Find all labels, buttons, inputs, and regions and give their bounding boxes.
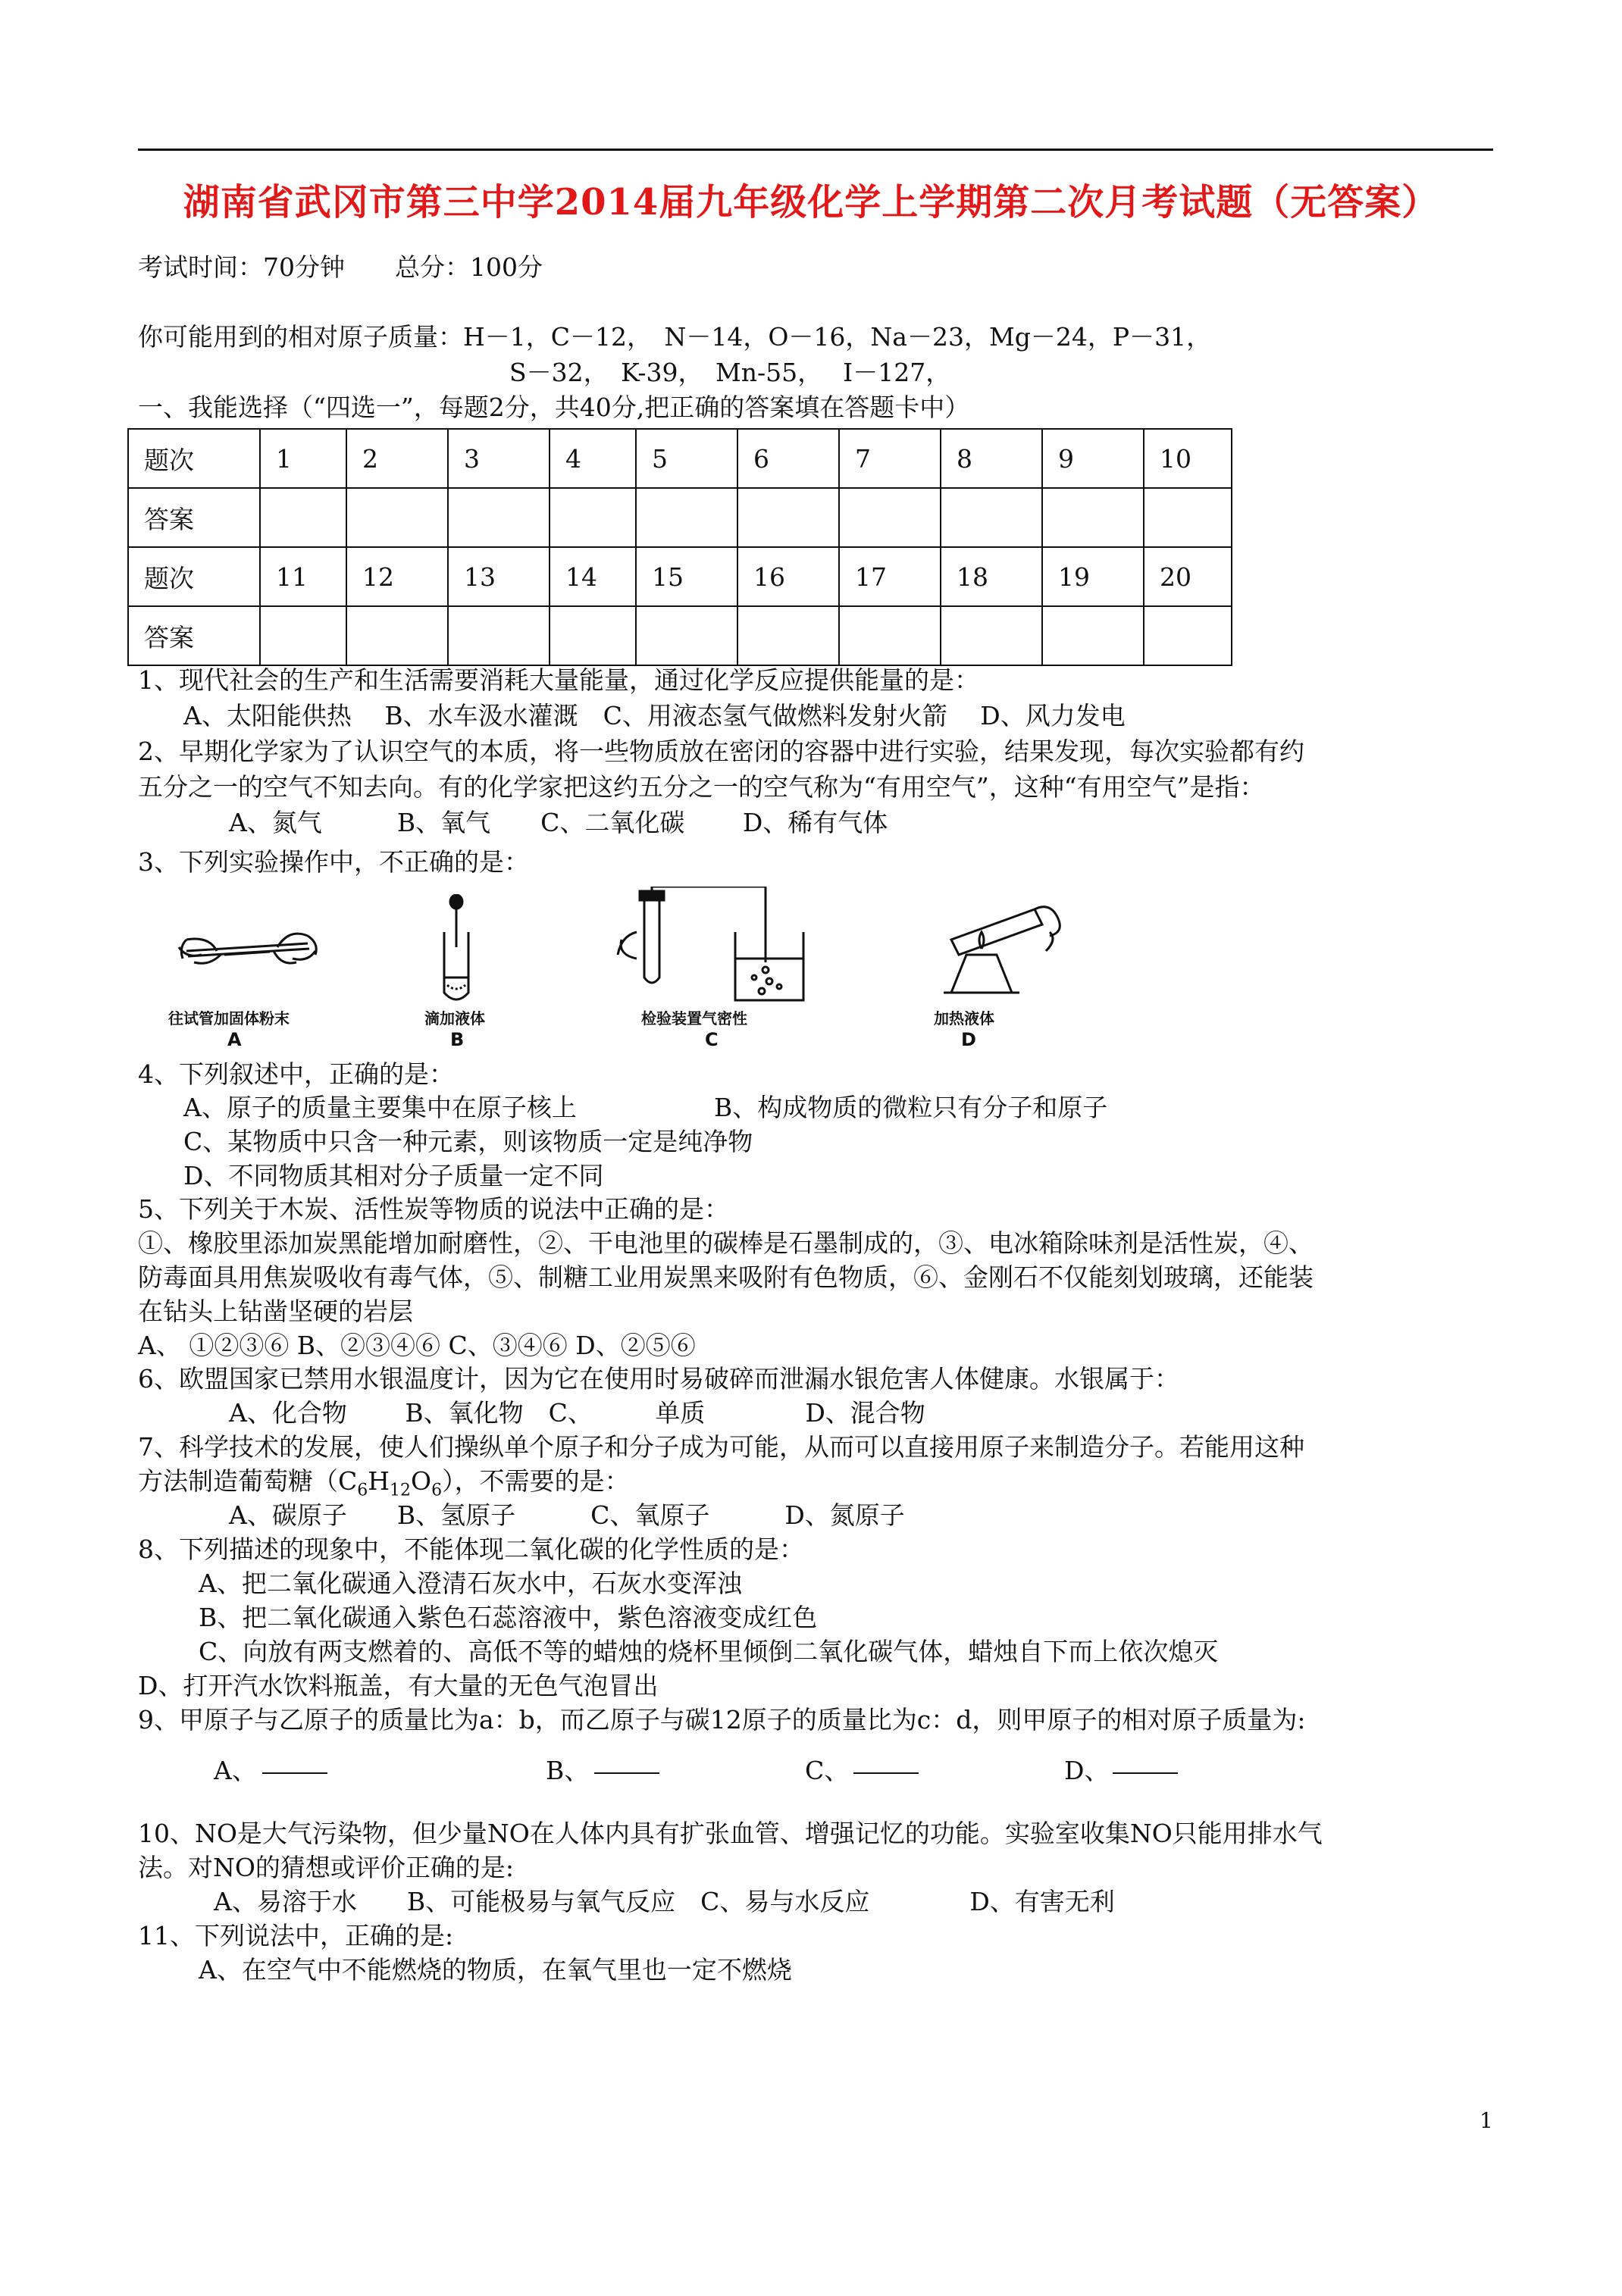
answer-cell[interactable]	[839, 488, 941, 547]
q6-options: A、化合物 B、氧化物 C、 单质 D、混合物	[229, 1398, 925, 1428]
q4-option-c: C、某物质中只含一种元素，则该物质一定是纯净物	[183, 1127, 753, 1156]
table-row	[128, 547, 1232, 606]
table-cell: 3	[448, 429, 550, 488]
table-cell: 11	[260, 547, 346, 606]
answer-cell[interactable]	[636, 488, 737, 547]
q4-option-a: A、原子的质量主要集中在原子核上	[183, 1093, 577, 1122]
table-row	[128, 488, 1232, 547]
table-cell: 13	[448, 547, 550, 606]
figure-d-letter: D	[961, 1029, 976, 1050]
q11-option-a: A、在空气中不能燃烧的物质，在氧气里也一定不燃烧	[199, 1955, 792, 1985]
q10-options: A、易溶于水 B、可能极易与氧气反应 C、易与水反应 D、有害无利	[214, 1887, 1115, 1916]
q4-option-b: B、构成物质的微粒只有分子和原子	[714, 1093, 1108, 1122]
q8-option-b: B、把二氧化碳通入紫色石蕊溶液中，紫色溶液变成红色	[199, 1603, 818, 1632]
row-label: 答案	[128, 488, 260, 547]
q11-stem: 11、下列说法中，正确的是:	[138, 1921, 454, 1950]
answer-cell[interactable]	[1144, 488, 1232, 547]
q6-stem: 6、欧盟国家已禁用水银温度计，因为它在使用时易破碎而泄漏水银危害人体健康。水银属于：	[138, 1364, 1179, 1394]
header-rule	[138, 149, 1493, 151]
exam-info: 考试时间：70分钟 总分：100分	[138, 252, 543, 282]
answer-cell[interactable]	[737, 606, 839, 665]
answer-table	[127, 428, 1232, 666]
section-1-heading: 一、我能选择（“四选一”，每题2分，共40分,把正确的答案填在答题卡中）	[138, 393, 970, 422]
q5-line-3: 在钻头上钻凿坚硬的岩层	[138, 1297, 413, 1326]
q2-stem-2: 五分之一的空气不知去向。有的化学家把这约五分之一的空气称为“有用空气”，这种“有用空气”是指：	[138, 772, 1265, 802]
answer-cell[interactable]	[1144, 606, 1232, 665]
answer-cell[interactable]	[260, 488, 346, 547]
figure-b-dropper-icon	[434, 894, 479, 1008]
q9-option-a: A、	[214, 1756, 257, 1785]
table-cell: 18	[941, 547, 1042, 606]
q8-option-d: D、打开汽水饮料瓶盖，有大量的无色气泡冒出	[138, 1671, 659, 1700]
q9-option-d: D、	[1064, 1756, 1110, 1785]
answer-cell[interactable]	[448, 488, 550, 547]
answer-cell[interactable]	[1042, 488, 1144, 547]
answer-cell[interactable]	[636, 606, 737, 665]
q5-options: A、 ①②③⑥ B、②③④⑥ C、③④⑥ D、②⑤⑥	[138, 1331, 696, 1360]
atomic-mass-line-1: 你可能用到的相对原子质量：H－1，C－12， N－14，O－16，Na－23，Mg－24，P－31，	[138, 322, 1212, 352]
q10-stem-1: 10、NO是大气污染物，但少量NO在人体内具有扩张血管、增强记忆的功能。实验室收集NO只能用排水气	[138, 1819, 1323, 1848]
figure-a-caption: 往试管加固体粉末	[168, 1009, 290, 1028]
q4-option-d: D、不同物质其相对分子质量一定不同	[183, 1161, 604, 1190]
table-cell: 4	[550, 429, 636, 488]
answer-cell[interactable]	[550, 606, 636, 665]
q1-options: A、太阳能供热 B、水车汲水灌溉 C、用液态氢气做燃料发射火箭 D、风力发电	[183, 701, 1126, 730]
table-cell: 12	[346, 547, 448, 606]
q8-stem: 8、下列描述的现象中，不能体现二氧化碳的化学性质的是：	[138, 1534, 804, 1564]
table-cell: 2	[346, 429, 448, 488]
figure-c-airtight-icon	[614, 887, 811, 1008]
exam-title: 湖南省武冈市第三中学2014届九年级化学上学期第二次月考试题（无答案）	[183, 181, 1439, 224]
q3-stem: 3、下列实验操作中，不正确的是：	[138, 847, 529, 877]
table-row	[128, 429, 1232, 488]
table-cell: 17	[839, 547, 941, 606]
answer-cell[interactable]	[1042, 606, 1144, 665]
table-cell: 19	[1042, 547, 1144, 606]
answer-cell[interactable]	[941, 606, 1042, 665]
q9-stem: 9、甲原子与乙原子的质量比为a：b，而乙原子与碳12原子的质量比为c：d，则甲原子的相对原子质量为:	[138, 1705, 1306, 1735]
figure-d-caption: 加热液体	[934, 1009, 994, 1028]
table-cell: 14	[550, 547, 636, 606]
q9-fraction-a	[262, 1772, 327, 1774]
answer-cell[interactable]	[346, 488, 448, 547]
q2-options: A、氮气 B、氧气 C、二氧化碳 D、稀有气体	[229, 808, 888, 837]
table-cell: 15	[636, 547, 737, 606]
table-cell: 6	[737, 429, 839, 488]
answer-cell[interactable]	[941, 488, 1042, 547]
q9-fraction-d	[1113, 1772, 1178, 1774]
figure-c-letter: C	[705, 1029, 719, 1050]
q7-options: A、碳原子 B、氢原子 C、氧原子 D、氮原子	[229, 1500, 905, 1530]
q9-fraction-c	[853, 1772, 919, 1774]
answer-cell[interactable]	[550, 488, 636, 547]
answer-cell[interactable]	[346, 606, 448, 665]
answer-cell[interactable]	[737, 488, 839, 547]
figure-b-letter: B	[450, 1029, 465, 1050]
table-cell: 5	[636, 429, 737, 488]
row-label: 答案	[128, 606, 260, 665]
q1-stem: 1、现代社会的生产和生活需要消耗大量能量，通过化学反应提供能量的是：	[138, 665, 979, 695]
figure-d-heating-icon	[921, 894, 1072, 1008]
q7-stem-1: 7、科学技术的发展，使人们操纵单个原子和分子成为可能，从而可以直接用原子来制造分子。若能用这种	[138, 1432, 1304, 1462]
row-label: 题次	[128, 547, 260, 606]
table-cell: 10	[1144, 429, 1232, 488]
table-cell: 7	[839, 429, 941, 488]
q10-stem-2: 法。对NO的猜想或评价正确的是:	[138, 1853, 515, 1882]
q5-stem: 5、下列关于木炭、活性炭等物质的说法中正确的是：	[138, 1194, 729, 1224]
figure-c-caption: 检验装置气密性	[641, 1009, 747, 1028]
figure-a-powder-icon	[171, 894, 323, 1008]
q5-line-2: 防毒面具用焦炭吸收有毒气体，⑤、制糖工业用炭黑来吸附有色物质，⑥、金刚石不仅能刻划玻璃，还能装	[138, 1262, 1314, 1292]
table-cell: 16	[737, 547, 839, 606]
q5-line-1: ①、橡胶里添加炭黑能增加耐磨性，②、干电池里的碳棒是石墨制成的，③、电冰箱除味剂是活性炭，④、	[138, 1228, 1314, 1258]
row-label: 题次	[128, 429, 260, 488]
q7-stem-2: 方法制造葡萄糖$(C_6H_{12}O_6)$，不需要的是：	[138, 1466, 630, 1500]
q2-stem-1: 2、早期化学家为了认识空气的本质，将一些物质放在密闭的容器中进行实验，结果发现，每次实验都有约	[138, 737, 1304, 766]
q8-option-c: C、向放有两支燃着的、高低不等的蜡烛的烧杯里倾倒二氧化碳气体，蜡烛自下而上依次熄灭	[199, 1637, 1219, 1666]
answer-cell[interactable]	[260, 606, 346, 665]
figure-b-caption: 滴加液体	[424, 1009, 485, 1028]
q8-option-a: A、把二氧化碳通入澄清石灰水中，石灰水变浑浊	[199, 1569, 742, 1598]
table-row	[128, 606, 1232, 665]
table-cell: 9	[1042, 429, 1144, 488]
answer-cell[interactable]	[839, 606, 941, 665]
answer-cell[interactable]	[448, 606, 550, 665]
q9-option-b: B、	[546, 1756, 590, 1785]
q9-fraction-b	[594, 1772, 659, 1774]
q9-option-c: C、	[805, 1756, 850, 1785]
table-cell: 1	[260, 429, 346, 488]
table-cell: 8	[941, 429, 1042, 488]
page-number: 1	[1480, 2108, 1493, 2133]
atomic-mass-line-2: S－32， K-39， Mn-55， I－127，	[509, 358, 951, 387]
table-cell: 20	[1144, 547, 1232, 606]
q4-stem: 4、下列叙述中，正确的是：	[138, 1059, 454, 1089]
figure-a-letter: A	[227, 1029, 242, 1050]
